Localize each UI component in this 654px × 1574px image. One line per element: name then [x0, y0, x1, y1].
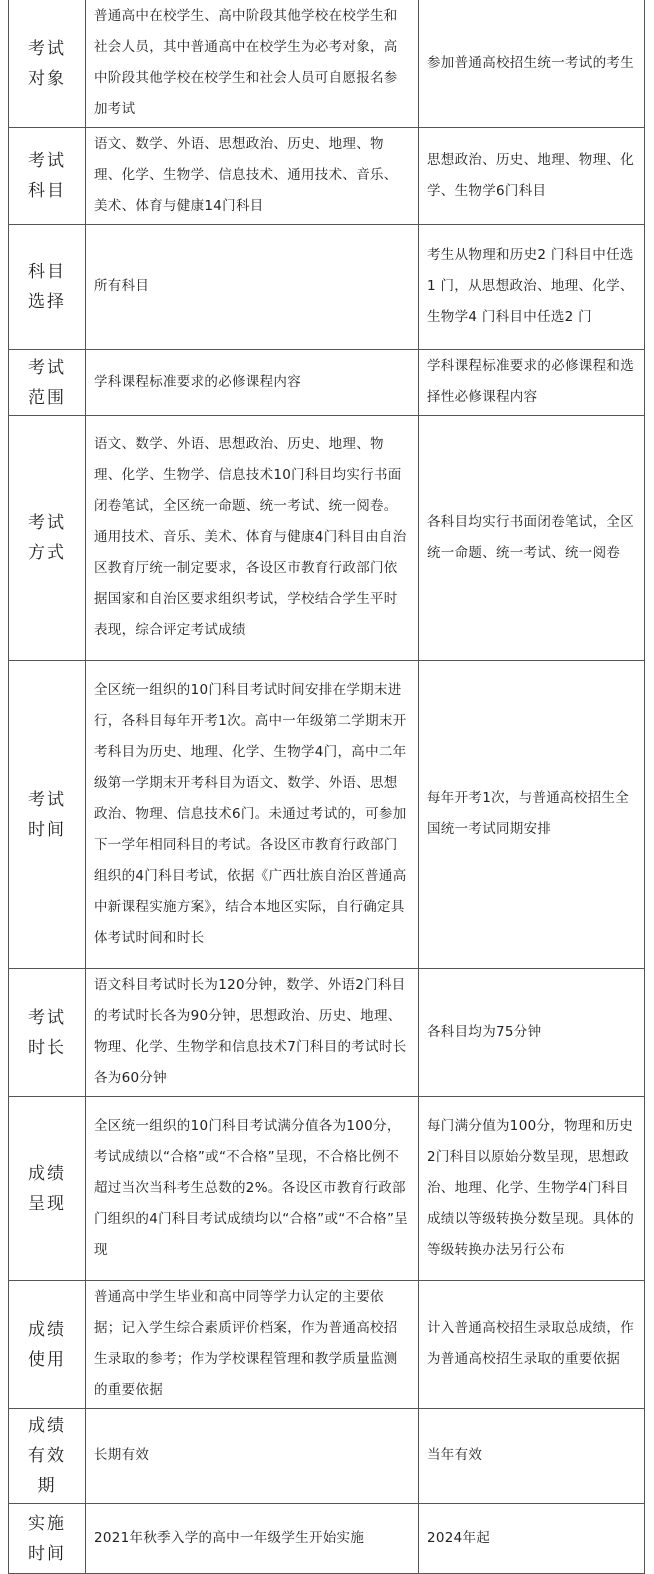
- academic-exam-cell: 长期有效: [86, 1409, 419, 1504]
- row-heading: 成绩呈现: [9, 1097, 86, 1281]
- selective-exam-cell: 各科目均为75分钟: [419, 969, 645, 1097]
- selective-exam-cell: 计入普通高校招生录取总成绩，作为普通高校招生录取的重要依据: [419, 1281, 645, 1409]
- academic-exam-cell: 全区统一组织的10门科目考试满分值各为100分，考试成绩以“合格”或“不合格”呈现，不合格比例不超过当次当科考生总数的2%。各设区市教育行政部门组织的4门科目考试成绩均以“合格”或“不合格”呈现: [86, 1097, 419, 1281]
- selective-exam-cell: 学科课程标准要求的必修课程和选择性必修课程内容: [419, 350, 645, 416]
- table-row: [9, 416, 645, 661]
- selective-exam-cell: 各科目均实行书面闭卷笔试，全区统一命题、统一考试、统一阅卷: [419, 416, 645, 661]
- academic-exam-cell: 2021年秋季入学的高中一年级学生开始实施: [86, 1504, 419, 1574]
- table-row: [9, 225, 645, 350]
- row-heading: 考试范围: [9, 350, 86, 416]
- academic-exam-cell: 语文、数学、外语、思想政治、历史、地理、物理、化学、生物学、信息技术10门科目均实行书面闭卷笔试，全区统一命题、统一考试、统一阅卷。通用技术、音乐、美术、体育与健康4门科目由自治区教育厅统一制定要求，各设区市教育行政部门依据国家和自治区要求组织考试，学校结合学生平时表现，综合评定考试成绩: [86, 416, 419, 661]
- selective-exam-cell: 思想政治、历史、地理、物理、化学、生物学6门科目: [419, 128, 645, 225]
- row-heading: 考试对象: [9, 0, 86, 128]
- academic-exam-cell: 全区统一组织的10门科目考试时间安排在学期末进行，各科目每年开考1次。高中一年级第二学期末开考科目为历史、地理、化学、生物学4门，高中二年级第一学期末开考科目为语文、数学、外语、思想政治、物理、信息技术6门。未通过考试的，可参加下一学年相同科目的考试。各设区市教育行政部门组织的4门科目考试，依据《广西壮族自治区普通高中新课程实施方案》，结合本地区实际，自行确定具体考试时间和时长: [86, 661, 419, 969]
- selective-exam-cell: 每门满分值为100分，物理和历史2门科目以原始分数呈现，思想政治、地理、化学、生物学4门科目成绩以等级转换分数呈现。具体的等级转换办法另行公布: [419, 1097, 645, 1281]
- selective-exam-cell: 2024年起: [419, 1504, 645, 1574]
- academic-exam-cell: 语文、数学、外语、思想政治、历史、地理、物理、化学、生物学、信息技术、通用技术、音乐、美术、体育与健康14门科目: [86, 128, 419, 225]
- row-heading: 考试方式: [9, 416, 86, 661]
- academic-exam-cell: 普通高中学生毕业和高中同等学力认定的主要依据；记入学生综合素质评价档案，作为普通高校招生录取的参考；作为学校课程管理和教学质量监测的重要依据: [86, 1281, 419, 1409]
- table-row: [9, 1504, 645, 1574]
- row-heading: 实施时间: [9, 1504, 86, 1574]
- table-row: [9, 1281, 645, 1409]
- table-row: [9, 661, 645, 969]
- academic-exam-cell: 学科课程标准要求的必修课程内容: [86, 350, 419, 416]
- selective-exam-cell: 每年开考1次，与普通高校招生全国统一考试同期安排: [419, 661, 645, 969]
- selective-exam-cell: 参加普通高校招生统一考试的考生: [419, 0, 645, 128]
- table-row: [9, 1097, 645, 1281]
- row-heading: 考试时长: [9, 969, 86, 1097]
- table-row: [9, 128, 645, 225]
- row-heading: 考试时间: [9, 661, 86, 969]
- table-row: [9, 0, 645, 128]
- row-heading: 成绩有效期: [9, 1409, 86, 1504]
- selective-exam-cell: 当年有效: [419, 1409, 645, 1504]
- academic-exam-cell: 普通高中在校学生、高中阶段其他学校在校学生和社会人员，其中普通高中在校学生为必考对象，高中阶段其他学校在校学生和社会人员可自愿报名参加考试: [86, 0, 419, 128]
- row-heading: 成绩使用: [9, 1281, 86, 1409]
- table-row: [9, 969, 645, 1097]
- comparison-table: [8, 0, 645, 1574]
- selective-exam-cell: 考生从物理和历史2 门科目中任选1 门，从思想政治、地理、化学、生物学4 门科目中任选2 门: [419, 225, 645, 350]
- row-heading: 考试科目: [9, 128, 86, 225]
- academic-exam-cell: 语文科目考试时长为120分钟，数学、外语2门科目的考试时长各为90分钟，思想政治、历史、地理、物理、化学、生物学和信息技术7门科目的考试时长各为60分钟: [86, 969, 419, 1097]
- academic-exam-cell: 所有科目: [86, 225, 419, 350]
- table-row: [9, 1409, 645, 1504]
- row-heading: 科目选择: [9, 225, 86, 350]
- table-row: [9, 350, 645, 416]
